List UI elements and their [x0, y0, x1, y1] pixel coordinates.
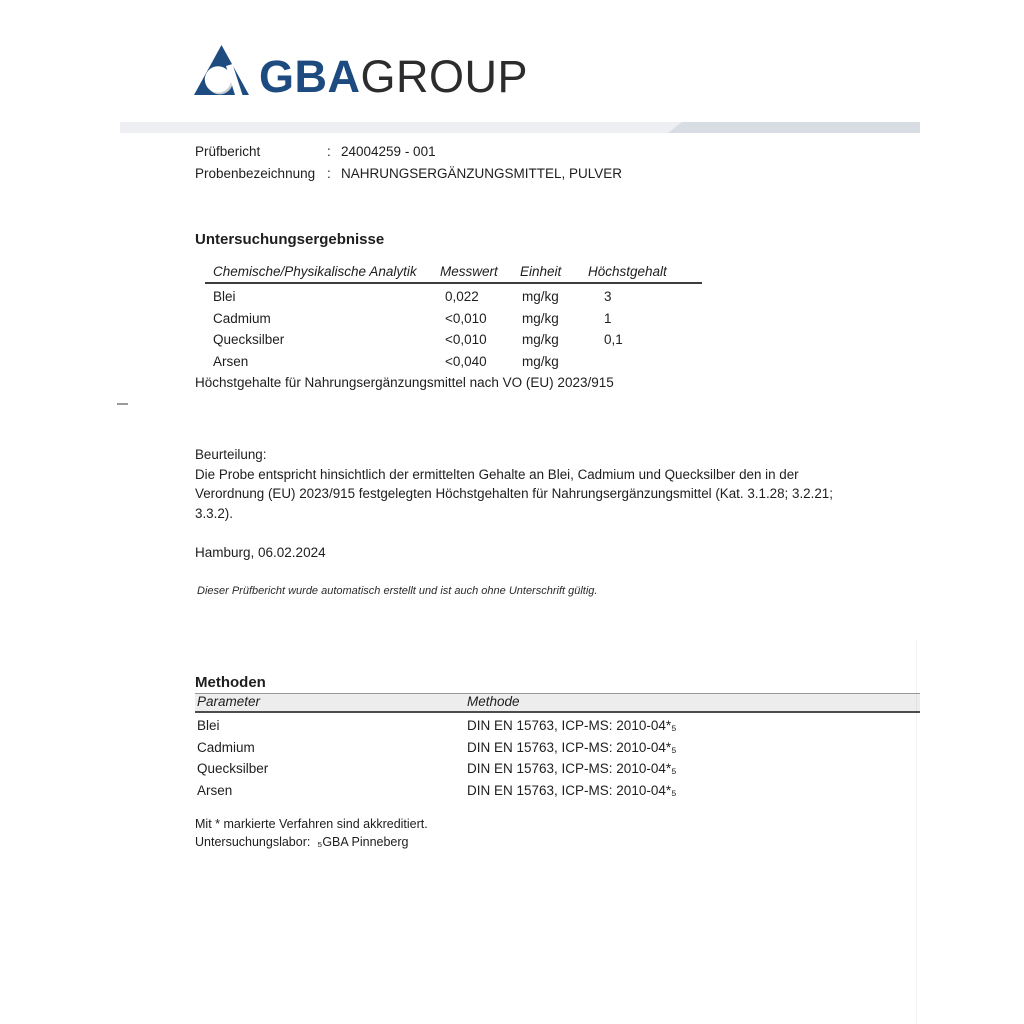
meta-label: Probenbezeichnung [195, 166, 316, 181]
report-meta [195, 141, 622, 185]
results-table-body [205, 286, 702, 373]
cell-param: Arsen [197, 782, 233, 798]
results-note: Höchstgehalte für Nahrungsergänzungsmittel nach VO (EU) 2023/915 [195, 375, 614, 390]
meta-label: Prüfbericht [195, 144, 261, 159]
table-row [205, 286, 702, 308]
cell-messwert: <0,010 [445, 310, 487, 326]
column-header-parameter: Parameter [197, 694, 261, 709]
column-header-einheit: Einheit [520, 264, 562, 279]
assessment-text-line: Die Probe entspricht hinsichtlich der ermittelten Gehalte an Blei, Cadmium und Quecksilber den in der [195, 466, 799, 482]
assessment-block [195, 445, 833, 523]
table-row [195, 758, 920, 780]
cell-methode: DIN EN 15763, ICP-MS: 2010-04*₅ [467, 761, 677, 777]
cell-param: Blei [197, 718, 220, 733]
cell-param: Blei [213, 289, 236, 304]
cell-messwert: <0,010 [445, 332, 487, 348]
table-row [205, 329, 702, 351]
table-row [195, 715, 920, 737]
cell-hoechstgehalt: 1 [604, 310, 612, 326]
assessment-text-line: 3.3.2). [195, 505, 233, 521]
footer-notes [195, 816, 428, 851]
cell-methode: DIN EN 15763, ICP-MS: 2010-04*₅ [467, 739, 677, 755]
cell-param: Cadmium [213, 310, 271, 326]
place-date: Hamburg, 06.02.2024 [195, 545, 326, 560]
column-header-analytik: Chemische/Physikalische Analytik [213, 264, 417, 279]
results-table-header [205, 264, 702, 284]
meta-value-sample-name: NAHRUNGSERGÄNZUNGSMITTEL, PULVER [341, 166, 623, 181]
methods-table-header [195, 693, 920, 713]
results-section-title: Untersuchungsergebnisse [195, 231, 385, 248]
column-header-messwert: Messwert [440, 264, 498, 279]
methods-table-body [195, 715, 920, 801]
brand-gba: GBA [259, 50, 361, 102]
cell-einheit: mg/kg [522, 332, 559, 348]
cell-methode: DIN EN 15763, ICP-MS: 2010-04*₅ [467, 718, 677, 733]
methods-section-title: Methoden [195, 674, 266, 691]
fold-mark [117, 403, 128, 405]
table-row [205, 308, 702, 330]
cell-einheit: mg/kg [522, 354, 559, 370]
gba-group-logo [193, 44, 529, 102]
cell-messwert: 0,022 [445, 289, 479, 304]
table-row [205, 351, 702, 373]
column-header-methode: Methode [467, 694, 520, 709]
cell-messwert: <0,040 [445, 354, 487, 370]
meta-colon: : [327, 144, 331, 159]
meta-colon: : [327, 166, 331, 181]
cell-hoechstgehalt [588, 351, 702, 373]
meta-value-report-number: 24004259 - 001 [341, 144, 436, 159]
cell-param: Cadmium [197, 739, 255, 755]
top-scan-band-dark-segment [668, 122, 920, 133]
table-row [195, 780, 920, 802]
assessment-label: Beurteilung: [195, 447, 267, 462]
cell-hoechstgehalt: 3 [604, 289, 612, 304]
methods-table [195, 693, 920, 801]
cell-param: Quecksilber [197, 761, 269, 777]
auto-generated-note: Dieser Prüfbericht wurde automatisch erstellt und ist auch ohne Unterschrift gültig. [197, 585, 598, 597]
cell-param: Quecksilber [213, 332, 285, 348]
gba-triangle-sphere-icon [193, 44, 250, 97]
meta-row-probenbezeichnung [195, 163, 622, 185]
cell-einheit: mg/kg [522, 289, 559, 304]
results-table [205, 264, 702, 373]
table-row [195, 737, 920, 759]
column-header-hoechstgehalt: Höchstgehalt [588, 264, 667, 279]
scan-page-edge [916, 640, 917, 1024]
footer-note-accreditation: Mit * markierte Verfahren sind akkreditiert. [195, 817, 428, 831]
cell-einheit: mg/kg [522, 310, 559, 326]
assessment-text-line: Verordnung (EU) 2023/915 festgelegten Höchstgehalten für Nahrungsergänzungsmittel (Kat. 3.1.28; 3.2.21; [195, 486, 833, 502]
footer-lab: Untersuchungslabor: ₅GBA Pinneberg [195, 834, 409, 849]
brand-group: GROUP [360, 50, 529, 102]
top-scan-band [120, 122, 920, 133]
meta-row-pruefbericht [195, 141, 622, 163]
cell-param: Arsen [213, 354, 249, 370]
cell-methode: DIN EN 15763, ICP-MS: 2010-04*₅ [467, 782, 677, 798]
cell-hoechstgehalt: 0,1 [604, 332, 623, 348]
